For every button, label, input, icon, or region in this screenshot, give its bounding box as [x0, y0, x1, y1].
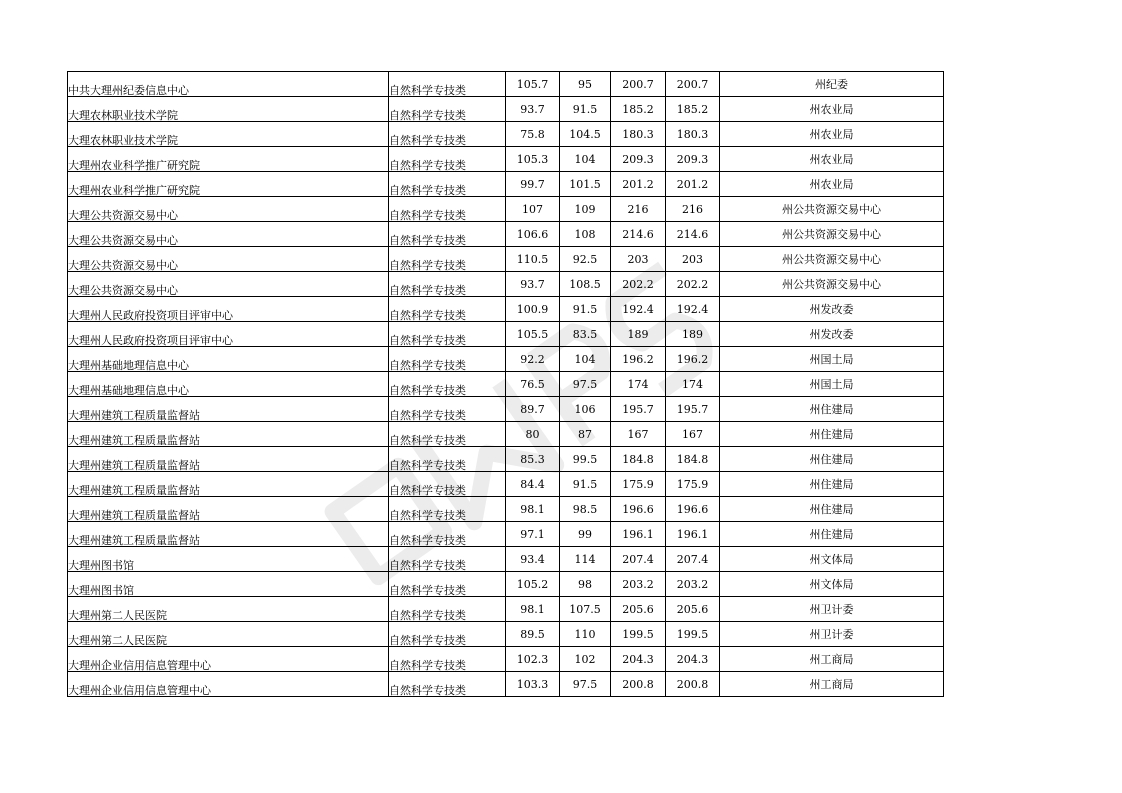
table-row [68, 222, 944, 247]
score-1-cell: 103.3 [506, 672, 560, 697]
department-cell: 州公共资源交易中心 [720, 197, 944, 222]
score-final-cell: 216 [666, 197, 720, 222]
table-row [68, 522, 944, 547]
score-total-cell: 200.8 [611, 672, 666, 697]
category-cell: 自然科学专技类 [389, 297, 506, 322]
unit-name-cell: 大理州建筑工程质量监督站 [68, 422, 389, 447]
score-1-cell: 93.7 [506, 97, 560, 122]
score-1-cell: 93.7 [506, 272, 560, 297]
score-total-cell: 216 [611, 197, 666, 222]
category-cell: 自然科学专技类 [389, 147, 506, 172]
score-1-cell: 110.5 [506, 247, 560, 272]
score-total-cell: 196.6 [611, 497, 666, 522]
unit-name-cell: 大理州企业信用信息管理中心 [68, 647, 389, 672]
table-row [68, 372, 944, 397]
table-row [68, 347, 944, 372]
category-cell: 自然科学专技类 [389, 572, 506, 597]
department-cell: 州住建局 [720, 497, 944, 522]
score-1-cell: 102.3 [506, 647, 560, 672]
category-cell: 自然科学专技类 [389, 172, 506, 197]
score-total-cell: 196.2 [611, 347, 666, 372]
unit-name-cell: 大理州人民政府投资项目评审中心 [68, 297, 389, 322]
unit-name-cell: 大理公共资源交易中心 [68, 197, 389, 222]
table-row [68, 422, 944, 447]
unit-name-cell: 大理州第二人民医院 [68, 622, 389, 647]
unit-name-cell: 大理州建筑工程质量监督站 [68, 447, 389, 472]
score-total-cell: 180.3 [611, 122, 666, 147]
score-final-cell: 175.9 [666, 472, 720, 497]
table-row [68, 447, 944, 472]
table-row [68, 472, 944, 497]
score-2-cell: 95 [560, 72, 611, 97]
score-2-cell: 91.5 [560, 97, 611, 122]
score-total-cell: 200.7 [611, 72, 666, 97]
score-2-cell: 104 [560, 147, 611, 172]
department-cell: 州文体局 [720, 547, 944, 572]
score-final-cell: 201.2 [666, 172, 720, 197]
unit-name-cell: 大理公共资源交易中心 [68, 222, 389, 247]
department-cell: 州国土局 [720, 347, 944, 372]
score-1-cell: 75.8 [506, 122, 560, 147]
score-2-cell: 97.5 [560, 672, 611, 697]
category-cell: 自然科学专技类 [389, 547, 506, 572]
unit-name-cell: 大理州建筑工程质量监督站 [68, 522, 389, 547]
score-1-cell: 97.1 [506, 522, 560, 547]
department-cell: 州住建局 [720, 472, 944, 497]
score-final-cell: 207.4 [666, 547, 720, 572]
score-final-cell: 196.2 [666, 347, 720, 372]
score-total-cell: 185.2 [611, 97, 666, 122]
table-row [68, 297, 944, 322]
unit-name-cell: 大理州人民政府投资项目评审中心 [68, 322, 389, 347]
table-row [68, 622, 944, 647]
category-cell: 自然科学专技类 [389, 122, 506, 147]
table-row [68, 597, 944, 622]
score-2-cell: 98.5 [560, 497, 611, 522]
score-total-cell: 195.7 [611, 397, 666, 422]
unit-name-cell: 大理州第二人民医院 [68, 597, 389, 622]
score-final-cell: 204.3 [666, 647, 720, 672]
department-cell: 州国土局 [720, 372, 944, 397]
table-row [68, 322, 944, 347]
category-cell: 自然科学专技类 [389, 222, 506, 247]
department-cell: 州住建局 [720, 522, 944, 547]
score-final-cell: 202.2 [666, 272, 720, 297]
score-1-cell: 100.9 [506, 297, 560, 322]
score-2-cell: 107.5 [560, 597, 611, 622]
score-final-cell: 200.8 [666, 672, 720, 697]
score-2-cell: 114 [560, 547, 611, 572]
score-1-cell: 107 [506, 197, 560, 222]
table-row [68, 72, 944, 97]
table-row [68, 272, 944, 297]
score-2-cell: 99.5 [560, 447, 611, 472]
category-cell: 自然科学专技类 [389, 447, 506, 472]
department-cell: 州农业局 [720, 97, 944, 122]
department-cell: 州农业局 [720, 122, 944, 147]
category-cell: 自然科学专技类 [389, 672, 506, 697]
score-total-cell: 189 [611, 322, 666, 347]
category-cell: 自然科学专技类 [389, 272, 506, 297]
score-total-cell: 199.5 [611, 622, 666, 647]
table-row [68, 147, 944, 172]
score-1-cell: 99.7 [506, 172, 560, 197]
score-2-cell: 92.5 [560, 247, 611, 272]
score-2-cell: 109 [560, 197, 611, 222]
score-final-cell: 205.6 [666, 597, 720, 622]
score-1-cell: 85.3 [506, 447, 560, 472]
unit-name-cell: 大理州企业信用信息管理中心 [68, 672, 389, 697]
score-1-cell: 105.5 [506, 322, 560, 347]
score-1-cell: 89.5 [506, 622, 560, 647]
category-cell: 自然科学专技类 [389, 597, 506, 622]
category-cell: 自然科学专技类 [389, 322, 506, 347]
department-cell: 州公共资源交易中心 [720, 272, 944, 297]
department-cell: 州住建局 [720, 397, 944, 422]
score-total-cell: 175.9 [611, 472, 666, 497]
table-row [68, 647, 944, 672]
unit-name-cell: 大理州建筑工程质量监督站 [68, 472, 389, 497]
score-total-cell: 184.8 [611, 447, 666, 472]
score-2-cell: 101.5 [560, 172, 611, 197]
score-2-cell: 87 [560, 422, 611, 447]
department-cell: 州农业局 [720, 147, 944, 172]
unit-name-cell: 大理州基础地理信息中心 [68, 347, 389, 372]
score-1-cell: 80 [506, 422, 560, 447]
score-total-cell: 203.2 [611, 572, 666, 597]
department-cell: 州纪委 [720, 72, 944, 97]
score-table [67, 71, 944, 697]
table-row [68, 197, 944, 222]
score-final-cell: 196.1 [666, 522, 720, 547]
score-1-cell: 84.4 [506, 472, 560, 497]
score-total-cell: 192.4 [611, 297, 666, 322]
department-cell: 州文体局 [720, 572, 944, 597]
score-1-cell: 105.3 [506, 147, 560, 172]
score-1-cell: 98.1 [506, 497, 560, 522]
unit-name-cell: 大理州建筑工程质量监督站 [68, 497, 389, 522]
score-2-cell: 102 [560, 647, 611, 672]
unit-name-cell: 大理州图书馆 [68, 572, 389, 597]
score-2-cell: 104 [560, 347, 611, 372]
department-cell: 州发改委 [720, 297, 944, 322]
score-1-cell: 92.2 [506, 347, 560, 372]
score-total-cell: 201.2 [611, 172, 666, 197]
score-final-cell: 167 [666, 422, 720, 447]
score-total-cell: 203 [611, 247, 666, 272]
score-total-cell: 207.4 [611, 547, 666, 572]
category-cell: 自然科学专技类 [389, 347, 506, 372]
table-row [68, 672, 944, 697]
department-cell: 州住建局 [720, 447, 944, 472]
score-total-cell: 214.6 [611, 222, 666, 247]
score-final-cell: 184.8 [666, 447, 720, 472]
score-final-cell: 209.3 [666, 147, 720, 172]
score-1-cell: 89.7 [506, 397, 560, 422]
score-final-cell: 192.4 [666, 297, 720, 322]
unit-name-cell: 中共大理州纪委信息中心 [68, 72, 389, 97]
score-final-cell: 196.6 [666, 497, 720, 522]
table-row [68, 397, 944, 422]
unit-name-cell: 大理州建筑工程质量监督站 [68, 397, 389, 422]
table-row [68, 122, 944, 147]
table-row [68, 572, 944, 597]
score-final-cell: 180.3 [666, 122, 720, 147]
category-cell: 自然科学专技类 [389, 622, 506, 647]
score-2-cell: 104.5 [560, 122, 611, 147]
score-2-cell: 91.5 [560, 297, 611, 322]
score-total-cell: 205.6 [611, 597, 666, 622]
score-total-cell: 204.3 [611, 647, 666, 672]
score-final-cell: 214.6 [666, 222, 720, 247]
score-2-cell: 97.5 [560, 372, 611, 397]
score-2-cell: 83.5 [560, 322, 611, 347]
table-row [68, 97, 944, 122]
score-1-cell: 93.4 [506, 547, 560, 572]
score-2-cell: 91.5 [560, 472, 611, 497]
score-2-cell: 108 [560, 222, 611, 247]
department-cell: 州公共资源交易中心 [720, 247, 944, 272]
table-row [68, 547, 944, 572]
score-total-cell: 174 [611, 372, 666, 397]
department-cell: 州工商局 [720, 647, 944, 672]
score-final-cell: 174 [666, 372, 720, 397]
score-total-cell: 209.3 [611, 147, 666, 172]
table-body [68, 72, 944, 697]
category-cell: 自然科学专技类 [389, 472, 506, 497]
department-cell: 州发改委 [720, 322, 944, 347]
table-row [68, 247, 944, 272]
score-final-cell: 199.5 [666, 622, 720, 647]
department-cell: 州农业局 [720, 172, 944, 197]
category-cell: 自然科学专技类 [389, 497, 506, 522]
score-1-cell: 105.2 [506, 572, 560, 597]
score-final-cell: 200.7 [666, 72, 720, 97]
category-cell: 自然科学专技类 [389, 647, 506, 672]
score-2-cell: 108.5 [560, 272, 611, 297]
category-cell: 自然科学专技类 [389, 522, 506, 547]
score-final-cell: 203 [666, 247, 720, 272]
score-final-cell: 203.2 [666, 572, 720, 597]
score-1-cell: 98.1 [506, 597, 560, 622]
unit-name-cell: 大理州农业科学推广研究院 [68, 147, 389, 172]
score-1-cell: 106.6 [506, 222, 560, 247]
score-2-cell: 106 [560, 397, 611, 422]
category-cell: 自然科学专技类 [389, 397, 506, 422]
score-final-cell: 195.7 [666, 397, 720, 422]
score-2-cell: 99 [560, 522, 611, 547]
score-1-cell: 105.7 [506, 72, 560, 97]
category-cell: 自然科学专技类 [389, 247, 506, 272]
table-row [68, 497, 944, 522]
category-cell: 自然科学专技类 [389, 372, 506, 397]
score-total-cell: 196.1 [611, 522, 666, 547]
unit-name-cell: 大理农林职业技术学院 [68, 122, 389, 147]
department-cell: 州住建局 [720, 422, 944, 447]
score-final-cell: 185.2 [666, 97, 720, 122]
category-cell: 自然科学专技类 [389, 97, 506, 122]
department-cell: 州卫计委 [720, 622, 944, 647]
unit-name-cell: 大理农林职业技术学院 [68, 97, 389, 122]
unit-name-cell: 大理公共资源交易中心 [68, 272, 389, 297]
unit-name-cell: 大理州基础地理信息中心 [68, 372, 389, 397]
score-2-cell: 98 [560, 572, 611, 597]
department-cell: 州工商局 [720, 672, 944, 697]
score-total-cell: 167 [611, 422, 666, 447]
unit-name-cell: 大理州图书馆 [68, 547, 389, 572]
unit-name-cell: 大理州农业科学推广研究院 [68, 172, 389, 197]
score-total-cell: 202.2 [611, 272, 666, 297]
category-cell: 自然科学专技类 [389, 422, 506, 447]
category-cell: 自然科学专技类 [389, 197, 506, 222]
table-row [68, 172, 944, 197]
department-cell: 州公共资源交易中心 [720, 222, 944, 247]
score-2-cell: 110 [560, 622, 611, 647]
unit-name-cell: 大理公共资源交易中心 [68, 247, 389, 272]
category-cell: 自然科学专技类 [389, 72, 506, 97]
score-1-cell: 76.5 [506, 372, 560, 397]
score-final-cell: 189 [666, 322, 720, 347]
department-cell: 州卫计委 [720, 597, 944, 622]
